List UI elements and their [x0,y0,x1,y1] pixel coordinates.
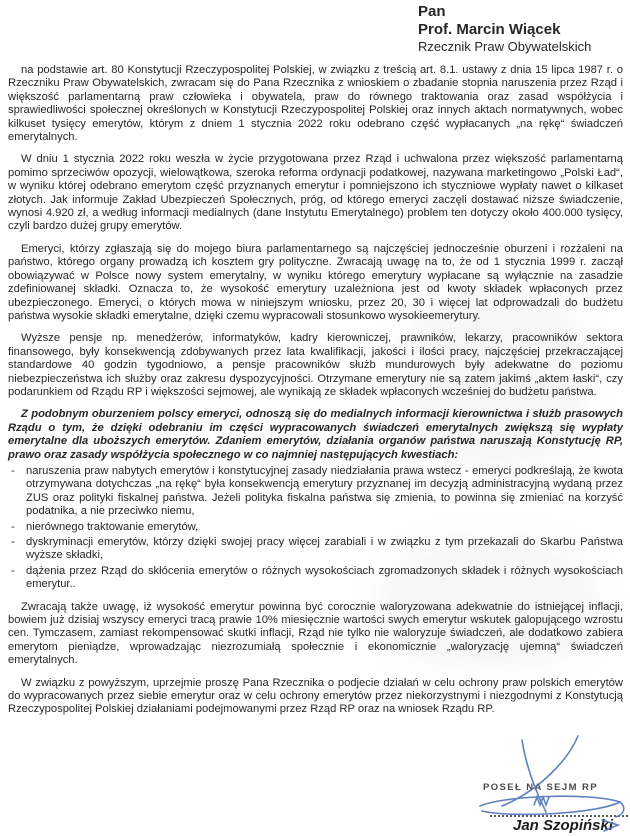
recipient-name: Prof. Marcin Wiącek [418,20,561,38]
bullet-dash: - [11,564,15,577]
list-item [8,536,623,563]
bullet-dash: - [11,536,15,548]
list-item-text: dążenia przez Rząd do skłócenia emerytów o różnych wysokościach zgromadzonych składek i różnych wysokościach emerytur.. [26,564,623,591]
paragraph-indexation: Zwracają także uwagę, iż wysokość emerytur powinna być corocznie waloryzowana adekwatnie do istniejącej inflacji, bowiem już dzisiaj wszyscy emeryci tracą prawie 10% miesięcznie wartości swych emerytur wskutek galopującego wzrostu cen. Tymczasem, zamiast rekompensować skutki inflacji, Rząd nie tylko nie waloryzuje świadczeń, ale dodatkowo zabiera emerytom pieniądze, wprowadzając niezrozumiałą społecznie i ekonomicznie „waloryzację ujemną“ świadczeń emerytalnych. [8,600,623,667]
bullet-dash: - [11,464,15,477]
paragraph-reform: W dniu 1 stycznia 2022 roku weszła w życie przygotowana przez Rząd i uchwalona przez większość parlamentarną pomimo sprzeciwów opozycji, wielowątkowa, szeroka reforma ordynacji podatkowej, nazywana marketingowo „Polski Ład“, w wyniku której odebrano emerytom część przyznanych emerytur i pomniejszono ich styczniowe wypłaty nawet o kilkaset złotych. Jak informuje Zakład Ubezpieczeń Społecznych, próg, od którego emeryci zaczęli dostawać niższe świadczenie, wynosi 4.920 zł, a według informacji medialnych (dane Instytutu Emerytalnego) problem ten dotyczy około 400.000 tysięcy, czyli bardzo dużej grupy emerytów. [8,153,623,233]
list-item [8,465,623,519]
paragraph-request: W związku z powyższym, uprzejmie proszę Pana Rzecznika o podjecie działań w celu ochrony praw polskich emerytów do wypracowanych przez siebie emerytur oraz w celu ochrony emerytów przez niekorzystnymi i niezgodnymi z Konstytucją Rzeczypospolitej Polskiej działaniami podejmowanymi przez Rząd RP oraz na wniosek Rządu RP. [8,676,623,716]
paragraph-higher-salaries: Wyższe pensje np. menedżerów, informatyków, kadry kierowniczej, prawników, lekarzy, pracowników sektora finansowego, były konsekwencją zdobywanych przez lata kwalifikacji, jakości i ilości pracy, najczęściej przekraczającej standardowe 40 godzin tygodniowo, a pensje pracowników służb mundurowych były adekwatne do poziomu niebezpieczeństwa ich służby oraz zakresu dyspozycyjności. Otrzymane emerytury nie są zatem jakimś „aktem łaski“, czy podarunkiem od Rządu RP i większości sejmowej, ale wynikają ze składek wpłaconych wcześniej do budżetu państwa. [8,332,623,398]
signer-role: POSEŁ NA SEJM RP [483,782,598,793]
list-item-text: naruszenia praw nabytych emerytów i konstytucyjnej zasady niedziałania prawa wstecz - emeryci podkreślają, że kwota otrzymywana dotychczas „na rękę“ była konsekwencją emerytury przyznanej im decyzją administracyjną wydaną przez ZUS oraz polityki fiskalnej państwa. Jeżeli polityka fiskalna państwa się zmienia, to powinna się zmieniać na korzyść podatnika, a nie przeciwko niemu, [26,464,623,518]
recipient-block [418,3,591,56]
recipient-title: Rzecznik Praw Obywatelskich [418,39,592,54]
list-item [8,521,623,534]
list-item-text: nierównego traktowanie emerytów, [26,520,199,533]
recipient-salutation: Pan [418,3,446,20]
letter-body [8,64,623,726]
bullet-dash: - [11,520,15,533]
paragraph-legal-basis: na podstawie art. 80 Konstytucji Rzeczypospolitej Polskiej, w związku z treścią art. 8.1. ustawy z dnia 15 lipca 1987 r. o Rzeczniku Praw Obywatelskich, zwracam się do Pana Rzecznika z wnioskiem o zbadanie stopnia naruszenia przez Rząd i większość parlamentarną praw człowieka i obywatela, praw do równego traktowania oraz zasad współżycia i sprawiedliwości społecznej określonych w Konstytucji Rzeczypospolitej Polskiej oraz innych aktach normatywnych, wobec kilkuset tysięcy emerytów, którym z dniem 1 stycznia 2022 roku odebrano część wypłacanych „na rękę“ świadczeń emerytalnych. [8,64,623,144]
paragraph-emphasis: Z podobnym oburzeniem polscy emeryci, odnoszą się do medialnych informacji kierownictwa i służb prasowych Rządu o tym, że dzięki odebraniu im części wypracowanych świadczeń emerytalnych zwiększą się wypłaty emerytalne dla uboższych emerytów. Zdaniem emerytów, działania organów państwa naruszają Konstytucję RP, prawo oraz zasady współżycia społecznego w co najmniej następujących kwestiach: [8,408,623,461]
paragraph-pensioners-complaints: Emeryci, którzy zgłaszają się do mojego biura parlamentarnego są najczęściej jednocześnie oburzeni i rozżaleni na państwo, którego organy prowadzą ich kosztem gry polityczne. Zwracają uwagę na to, że od 1 stycznia 1999 r. zaczął obowiązywać w Polsce nowy system emerytalny, w wyniku którego emerytury wypłacane są wyłącznie na zasadzie zdefiniowanej składki. Oznacza to, że wysokość emerytury uzależniona jest od kwoty składek wpłaconych przez ubezpieczonego. Emeryci, o których mowa w niniejszym wniosku, przez 20, 30 i więcej lat odprowadzali do budżetu państwa wysokie składki emerytalne, dzięki czemu wypracowali stosunkowo wysokieemerytury. [8,242,623,322]
signer-name: Jan Szopiński [513,817,614,834]
list-item-text: dyskryminacji emerytów, którzy dzięki swojej pracy więcej zarabiali i w związku z tym przekazali do Skarbu Państwa wyższe składki, [26,536,623,562]
list-item [8,565,623,592]
